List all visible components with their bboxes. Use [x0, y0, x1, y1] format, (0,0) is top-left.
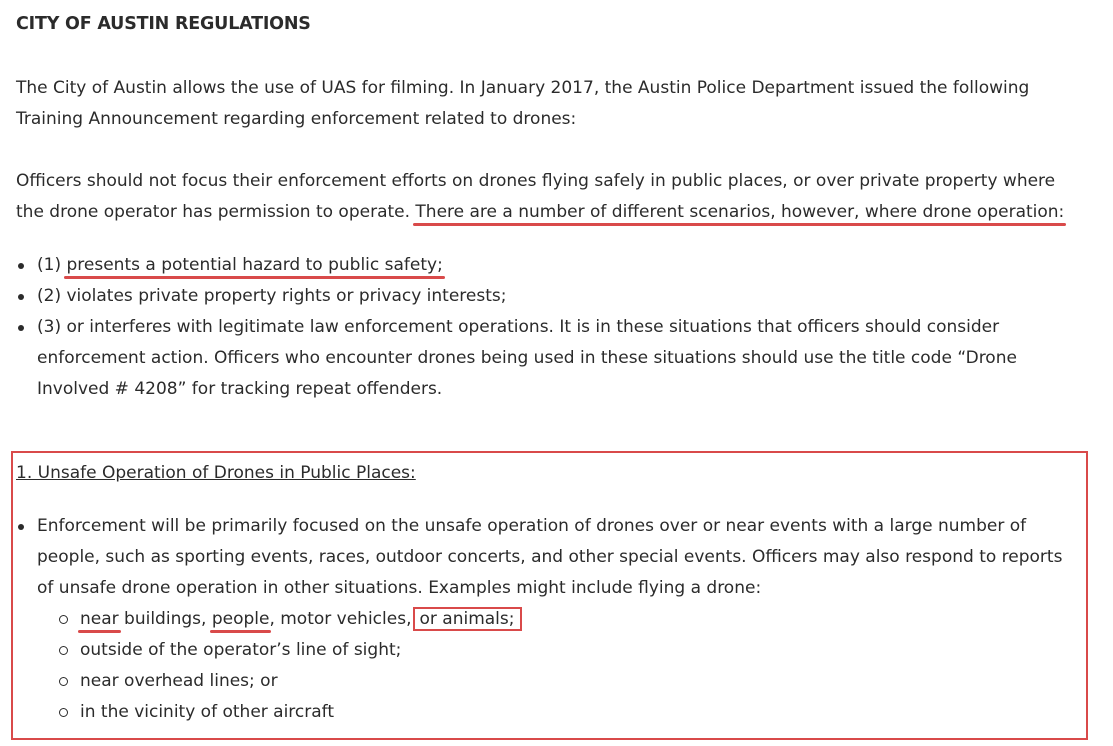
scenarios-highlight: There are a number of different scenarios, however, where drone operation:: [415, 197, 1064, 228]
example-2-text: outside of the operator’s line of sight;: [80, 640, 402, 660]
intro-line-1: The City of Austin allows the use of UAS for filming. In January 2017, the Austin Police Department issued the following: [16, 78, 1030, 98]
bullet-icon: [18, 325, 24, 331]
officers-line-2: [16, 197, 1064, 228]
circle-bullet-icon: [59, 677, 68, 686]
public-safety-highlight: presents a potential hazard to public safety;: [66, 250, 442, 281]
animals-highlight-box: or animals;: [413, 607, 522, 631]
scenario-list: [16, 250, 1017, 405]
section-1-line-3: of unsafe drone operation in other situations. Examples might include flying a drone:: [37, 578, 762, 598]
bullet-icon: [18, 263, 24, 269]
vehicles-text: , motor vehicles,: [269, 609, 412, 629]
people-highlight: people: [212, 604, 270, 635]
circle-bullet-icon: [59, 615, 68, 624]
example-item-3: [78, 666, 522, 697]
page-heading: CITY OF AUSTIN REGULATIONS: [16, 14, 311, 34]
section-1-list: [16, 511, 1062, 604]
section-1-bullet: [16, 511, 1062, 604]
section-1-line-2: people, such as sporting events, races, outdoor concerts, and other special events. Officers may also respond to reports: [37, 547, 1063, 567]
example-4-text: in the vicinity of other aircraft: [80, 702, 335, 722]
officers-line-2-text: the drone operator has permission to operate.: [16, 202, 416, 222]
scenario-1-prefix: (1): [37, 255, 67, 275]
scenario-3-line-1: (3) or interferes with legitimate law enforcement operations. It is in these situations that officers should consider: [37, 317, 1000, 337]
section-1-title: 1. Unsafe Operation of Drones in Public Places:: [16, 463, 416, 483]
officers-line-1: Officers should not focus their enforcement efforts on drones flying safely in public places, or over private property where: [16, 171, 1056, 191]
example-item-2: [78, 635, 522, 666]
circle-bullet-icon: [59, 646, 68, 655]
example-3-text: near overhead lines; or: [80, 671, 278, 691]
intro-paragraph: [16, 73, 1029, 135]
examples-list: [78, 604, 522, 728]
bullet-icon: [18, 294, 24, 300]
section-1-line-1: Enforcement will be primarily focused on the unsafe operation of drones over or near events with a large number of: [37, 516, 1027, 536]
scenario-3-line-2: enforcement action. Officers who encounter drones being used in these situations should use the title code “Drone: [37, 348, 1017, 368]
scenario-item-2: [16, 281, 1017, 312]
near-highlight: near: [80, 604, 119, 635]
bullet-icon: [18, 524, 24, 530]
circle-bullet-icon: [59, 708, 68, 717]
officers-paragraph: [16, 166, 1064, 228]
example-item-4: [78, 697, 522, 728]
example-item-1: [78, 604, 522, 635]
scenario-item-1: [16, 250, 1017, 281]
scenario-3-line-3: Involved # 4208” for tracking repeat offenders.: [37, 379, 443, 399]
scenario-item-3: [16, 312, 1017, 405]
buildings-text: buildings,: [118, 609, 212, 629]
scenario-2-text: (2) violates private property rights or privacy interests;: [37, 286, 507, 306]
intro-line-2: Training Announcement regarding enforcement related to drones:: [16, 109, 577, 129]
